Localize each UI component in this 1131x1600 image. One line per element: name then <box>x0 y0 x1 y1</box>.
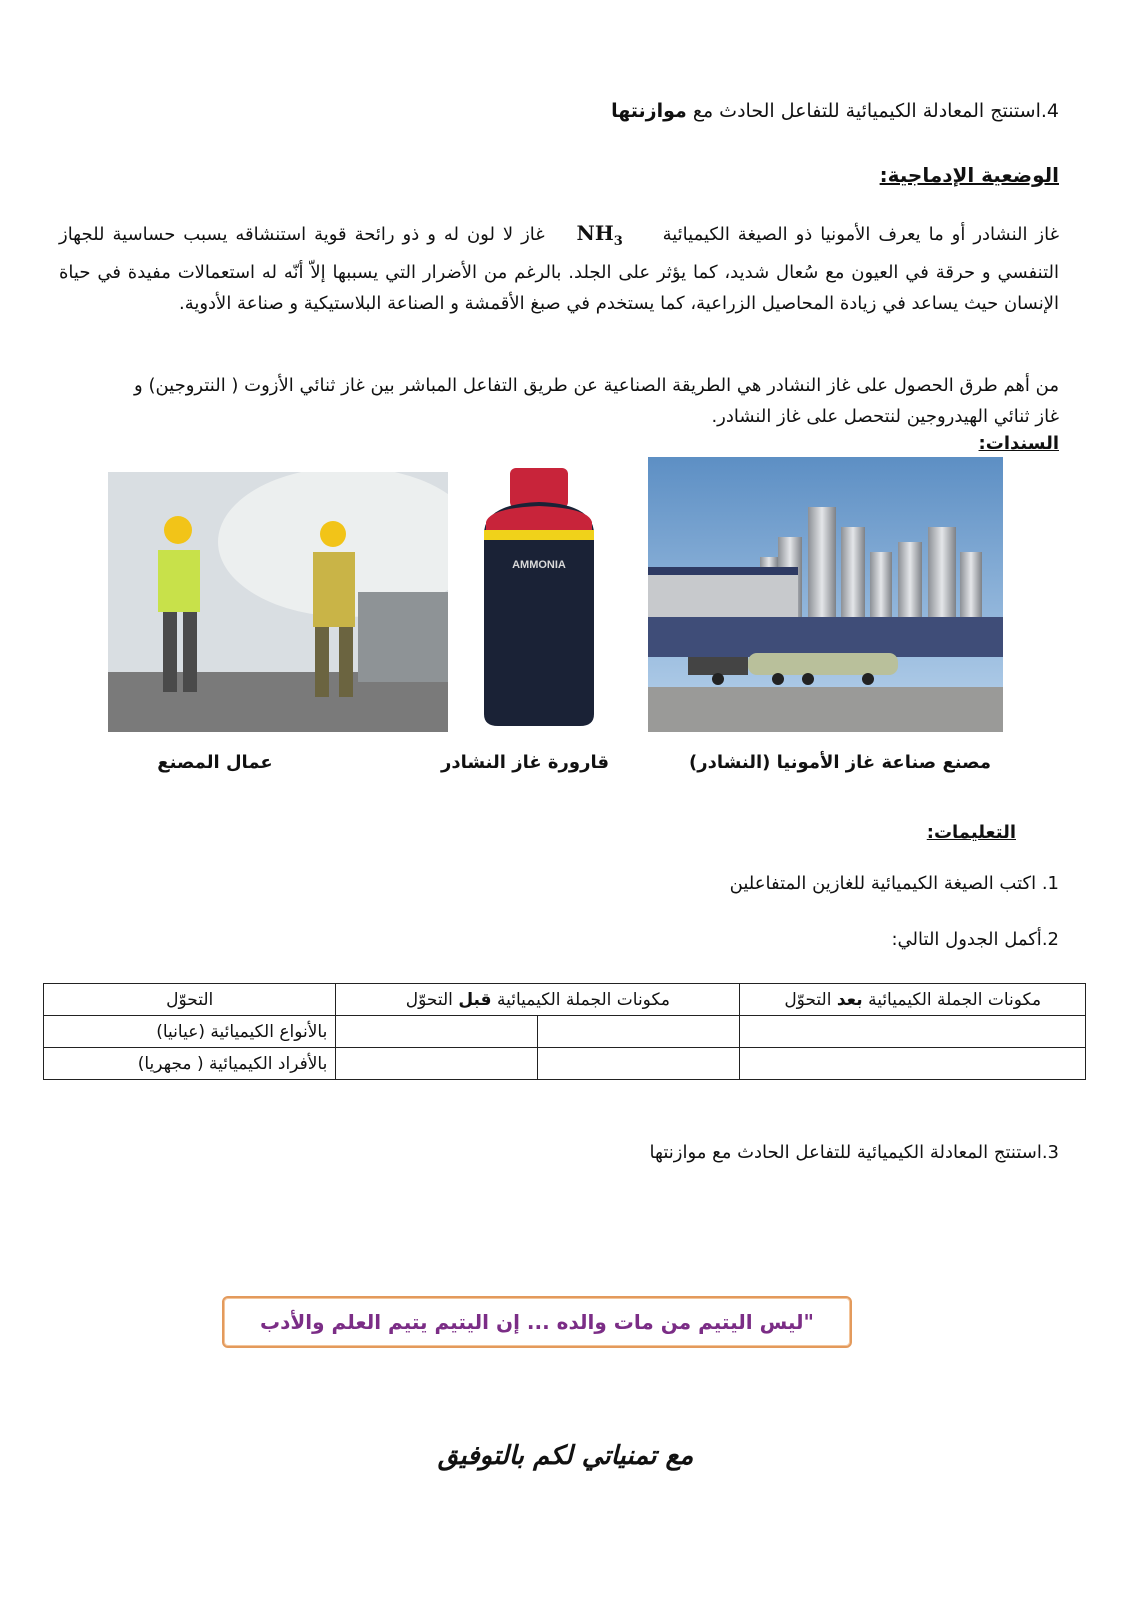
table-cell-before-2[interactable] <box>538 1048 740 1080</box>
question-2: 2.أكمل الجدول التالي: <box>891 929 1059 950</box>
header-transformation: التحوّل <box>44 984 336 1016</box>
quote-box <box>222 1296 852 1348</box>
table-cell-after[interactable] <box>740 1048 1086 1080</box>
header-before: مكونات الجملة الكيميائية قبل التحوّل <box>336 984 740 1016</box>
production-paragraph: من أهم طرق الحصول على غاز النشادر هي الطريقة الصناعية عن طريق التفاعل المباشر بين غاز ثنائي الأزوت ( النتروجين) و غاز ثنائي الهيدروجين لنتحصل على غاز النشادر. <box>134 375 1059 427</box>
question-4-bold: موازنتها <box>611 100 687 122</box>
question-1: 1. اكتب الصيغة الكيميائية للغازين المتفاعلين <box>729 873 1059 894</box>
table-cell-before-1[interactable] <box>336 1048 538 1080</box>
quote-text: "ليس اليتيم من مات والده ... إن اليتيم يتيم العلم والأدب <box>260 1310 814 1334</box>
table-row <box>44 1016 1086 1048</box>
question-4-text: 4.استنتج المعادلة الكيميائية للتفاعل الحادث مع <box>686 100 1059 122</box>
row-label-particles: بالأفراد الكيميائية ( مجهريا) <box>44 1048 336 1080</box>
situation-title: الوضعية الإدماجية: <box>879 163 1059 187</box>
intro-text-after: غاز لا لون له و ذو رائحة قوية استنشاقه يسبب حساسية للجهاز التنفسي و حرقة في العيون مع سُعال شديد، كما يؤثر على الجلد. بالرغم من الأضرار التي يسببها إلاّ أنّه له استعمالات مفيدة في حياة الإنسان حيث يساعد في زيادة المحاصيل الزراعية، كما يستخدم في صبغ الأقمشة و الصناعة البلاستيكية و صناعة الأدوية. <box>59 224 1059 314</box>
workers-caption: عمال المصنع <box>157 752 273 773</box>
nh3-formula: $NH_3$ <box>576 221 623 249</box>
ammonia-bottle-image <box>470 464 608 732</box>
factory-image <box>648 457 1003 732</box>
table-cell-before-1[interactable] <box>336 1016 538 1048</box>
table-cell-after[interactable] <box>740 1016 1086 1048</box>
transformation-table <box>43 983 1086 1080</box>
row-label-species: بالأنواع الكيميائية (عيانيا) <box>44 1016 336 1048</box>
intro-text-before: غاز النشادر أو ما يعرف الأمونيا ذو الصيغة الكيميائية <box>662 224 1060 245</box>
bottle-caption: قارورة غاز النشادر <box>441 752 609 773</box>
question-3: 3.استنتج المعادلة الكيميائية للتفاعل الحادث مع موازنتها <box>649 1142 1059 1163</box>
documents-title: السندات: <box>978 433 1059 454</box>
factory-caption: مصنع صناعة غاز الأمونيا (النشادر) <box>689 752 991 773</box>
instructions-title: التعليمات: <box>926 822 1016 843</box>
question-4 <box>611 100 1059 122</box>
table-header-row <box>44 984 1086 1016</box>
table-cell-before-2[interactable] <box>538 1016 740 1048</box>
closing-wish: مع تمنياتي لكم بالتوفيق <box>437 1441 694 1471</box>
table-row <box>44 1048 1086 1080</box>
bottle-label: AMMONIA <box>512 559 566 571</box>
workers-image <box>108 472 448 732</box>
header-after: مكونات الجملة الكيميائية بعد التحوّل <box>740 984 1086 1016</box>
intro-paragraph <box>59 218 1059 319</box>
